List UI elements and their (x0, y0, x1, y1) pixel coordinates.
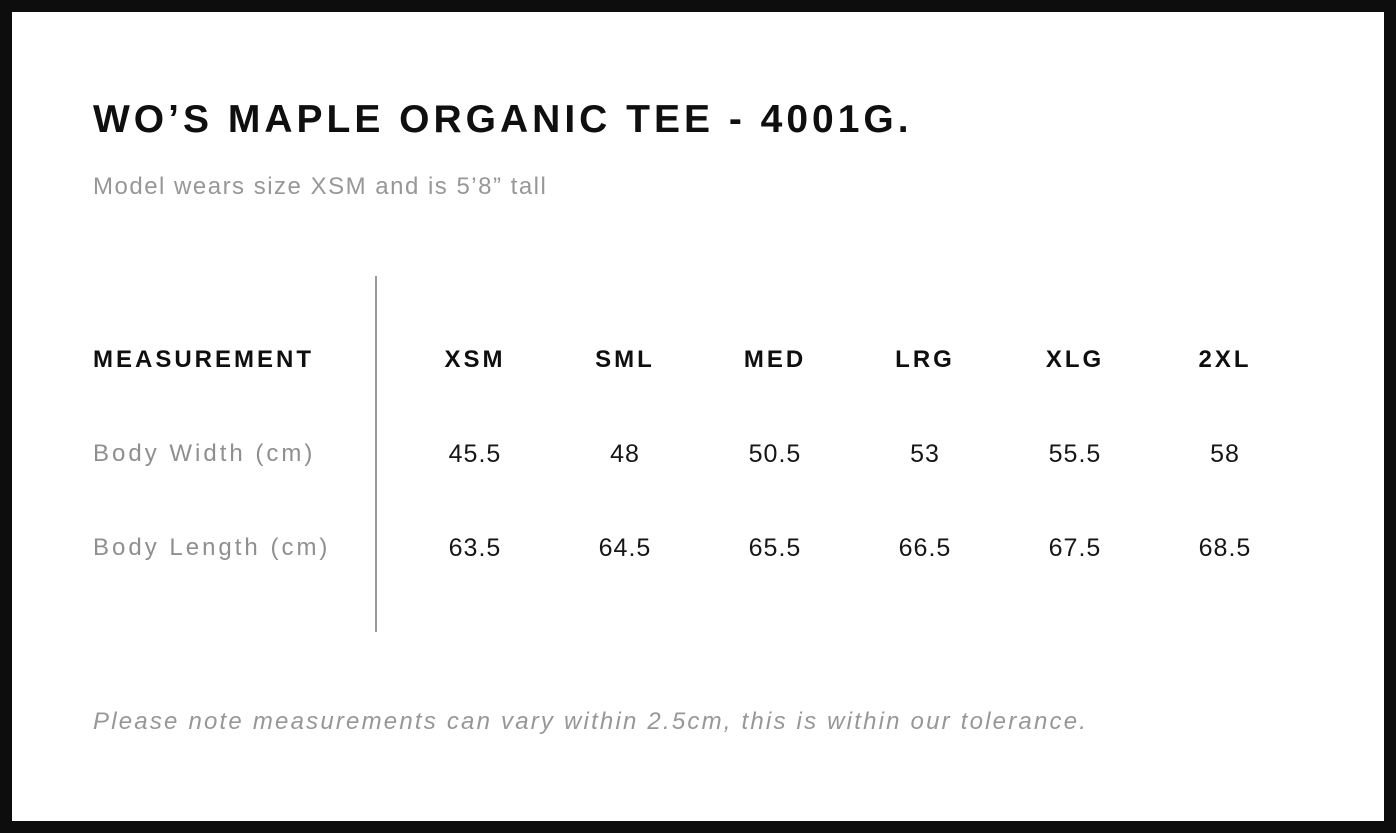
tolerance-note: Please note measurements can vary within 2.5cm, this is within our tolerance. (93, 708, 1089, 735)
body-width-xsm: 45.5 (448, 439, 502, 468)
row-label-body-width: Body Width (cm) (93, 440, 316, 467)
table-row-body-length (93, 501, 1303, 595)
body-length-xsm: 63.5 (448, 533, 502, 562)
body-length-med: 65.5 (748, 533, 802, 562)
body-length-2xl: 68.5 (1198, 533, 1252, 562)
body-width-med: 50.5 (748, 439, 802, 468)
body-length-xlg: 67.5 (1048, 533, 1102, 562)
body-width-lrg: 53 (910, 439, 940, 468)
column-header-xlg: XLG (1045, 346, 1105, 373)
column-header-measurement: MEASUREMENT (93, 346, 315, 373)
size-chart-table (93, 276, 1303, 632)
table-vertical-divider (375, 276, 377, 632)
column-header-med: MED (743, 346, 807, 373)
column-header-sml: SML (595, 346, 655, 373)
size-chart-content (12, 100, 1384, 734)
table-row-body-width (93, 407, 1303, 501)
column-header-2xl: 2XL (1198, 346, 1252, 373)
column-header-lrg: LRG (895, 346, 955, 373)
table-header-row (93, 313, 1303, 407)
row-label-body-length: Body Length (cm) (93, 534, 331, 561)
body-width-2xl: 58 (1210, 439, 1240, 468)
column-header-xsm: XSM (444, 346, 506, 373)
body-width-sml: 48 (610, 439, 640, 468)
body-length-sml: 64.5 (598, 533, 652, 562)
body-width-xlg: 55.5 (1048, 439, 1102, 468)
model-size-note: Model wears size XSM and is 5’8” tall (93, 173, 548, 200)
page-title: WO’S MAPLE ORGANIC TEE - 4001G. (93, 98, 913, 141)
body-length-lrg: 66.5 (898, 533, 952, 562)
